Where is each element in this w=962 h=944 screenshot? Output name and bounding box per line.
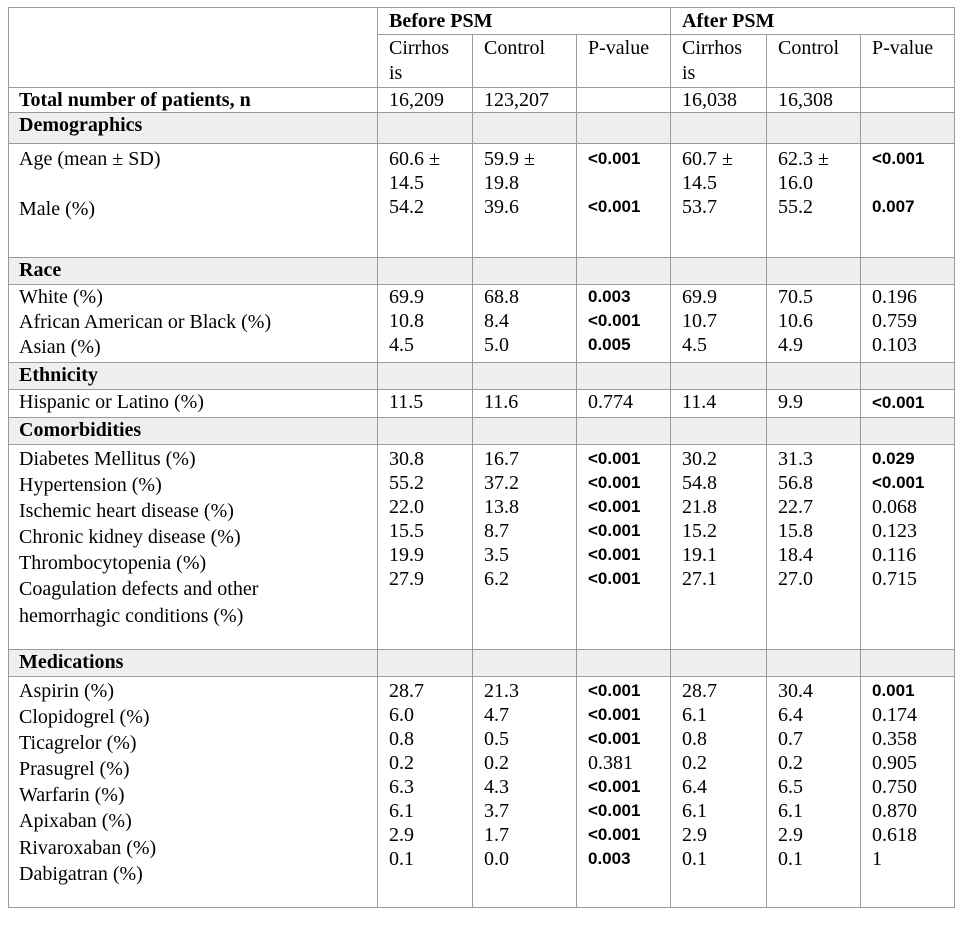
value-cell: 15.2 [682, 520, 717, 542]
section-empty-cell [671, 418, 767, 445]
section-empty-cell [577, 418, 671, 445]
value-cell: 4.7 [484, 704, 509, 726]
pvalue-cell: <0.001 [872, 149, 925, 168]
section-empty-cell [378, 363, 473, 390]
value-cell: 68.8 [484, 286, 519, 308]
row-label: Ticagrelor (%) [19, 732, 137, 754]
pvalue-cell: 0.174 [872, 704, 917, 726]
after-pvalue-values [861, 144, 955, 258]
value-cell: 2.9 [682, 824, 707, 846]
header-line: Cirrhos [389, 37, 449, 59]
before-pvalue-values [577, 144, 671, 258]
row-label: Apixaban (%) [19, 810, 132, 832]
row-label: Thrombocytopenia (%) [19, 552, 207, 574]
value-cell: 53.7 [682, 196, 717, 218]
section-empty-cell [861, 650, 955, 677]
before-cirrhosis-values [378, 445, 473, 650]
value-cell: 28.7 [389, 680, 424, 702]
value-cell: 4.9 [778, 334, 803, 356]
header-row-groups [9, 8, 955, 35]
before-cirrhosis-values [378, 677, 473, 908]
value-cell: 27.0 [778, 568, 813, 590]
value-cell: 19.9 [389, 544, 424, 566]
section-empty-cell [767, 258, 861, 285]
table-cell: 16,038 [671, 88, 767, 113]
after-control-values [767, 445, 861, 650]
value-cell: 5.0 [484, 334, 509, 356]
value-cell: 16.7 [484, 448, 519, 470]
section-title: Medications [9, 650, 378, 677]
table-cell: 16,308 [767, 88, 861, 113]
value-cell: 0.0 [484, 848, 509, 870]
header-before-psm: Before PSM [378, 8, 671, 35]
value-cell: 60.6 ± [389, 148, 440, 170]
pvalue-cell: 0.715 [872, 568, 917, 590]
value-cell: 30.2 [682, 448, 717, 470]
after-control-values [767, 144, 861, 258]
value-cell: 2.9 [778, 824, 803, 846]
value-cell: 0.7 [778, 728, 803, 750]
value-cell: 28.7 [682, 680, 717, 702]
value-cell: 62.3 ± [778, 148, 829, 170]
value-cell: 6.1 [682, 800, 707, 822]
table-cell: 123,207 [473, 88, 577, 113]
value-cell: 21.8 [682, 496, 717, 518]
value-cell: 19.1 [682, 544, 717, 566]
section-row-medications [9, 650, 955, 677]
value-cell: 8.7 [484, 520, 509, 542]
section-empty-cell [577, 113, 671, 144]
value-cell: 4.5 [682, 334, 707, 356]
psm-comparison-table [8, 7, 955, 908]
section-empty-cell [378, 418, 473, 445]
pvalue-cell: 0.005 [588, 335, 631, 354]
before-pvalue-values [577, 285, 671, 363]
pvalue-cell: 0.001 [872, 681, 915, 700]
row-label: Rivaroxaban (%) [19, 837, 157, 859]
value-cell: 11.6 [473, 390, 577, 418]
before-control-values [473, 285, 577, 363]
header-before-cirrhosis [378, 35, 473, 88]
section-empty-cell [378, 650, 473, 677]
value-cell: 15.5 [389, 520, 424, 542]
value-spacer [872, 171, 954, 195]
value-cell: 0.2 [484, 752, 509, 774]
pvalue-cell: 0.618 [872, 824, 917, 846]
pvalue-cell: <0.001 [588, 497, 641, 516]
value-spacer [588, 171, 670, 195]
pvalue-cell: 0.759 [872, 310, 917, 332]
value-cell: 14.5 [682, 172, 717, 194]
section-empty-cell [671, 113, 767, 144]
before-control-values [473, 677, 577, 908]
header-after-cirrhosis [671, 35, 767, 88]
value-cell: 60.7 ± [682, 148, 733, 170]
pvalue-cell: 0.750 [872, 776, 917, 798]
pvalue-cell: <0.001 [588, 149, 641, 168]
ethnicity-data-row [9, 390, 955, 418]
header-after-psm: After PSM [671, 8, 955, 35]
pvalue-cell: 0.381 [588, 752, 633, 774]
psm-table-container [8, 7, 955, 908]
value-cell: 0.2 [778, 752, 803, 774]
value-cell: 6.4 [778, 704, 803, 726]
section-empty-cell [767, 418, 861, 445]
table-cell [861, 88, 955, 113]
row-label: Ischemic heart disease (%) [19, 500, 234, 522]
pvalue-cell: 0.003 [588, 849, 631, 868]
row-label: Hypertension (%) [19, 474, 162, 496]
pvalue-cell: <0.001 [588, 449, 641, 468]
row-label: Asian (%) [19, 336, 101, 358]
section-title: Demographics [9, 113, 378, 144]
after-pvalue-values [861, 445, 955, 650]
value-cell: 54.8 [682, 472, 717, 494]
total-patients-row [9, 88, 955, 113]
header-line: is [389, 62, 403, 84]
value-cell: 69.9 [682, 286, 717, 308]
value-cell: 18.4 [778, 544, 813, 566]
value-cell: 13.8 [484, 496, 519, 518]
value-cell: 6.1 [682, 704, 707, 726]
value-cell: 55.2 [778, 196, 813, 218]
after-control-values [767, 285, 861, 363]
value-cell: 0.8 [682, 728, 707, 750]
section-row-race [9, 258, 955, 285]
row-label: Dabigatran (%) [19, 863, 143, 885]
pvalue-cell: <0.001 [872, 473, 925, 492]
value-cell: 0.8 [389, 728, 414, 750]
pvalue-cell: <0.001 [588, 197, 641, 216]
value-cell: 31.3 [778, 448, 813, 470]
row-labels [9, 445, 378, 650]
value-cell: 14.5 [389, 172, 424, 194]
header-after-pvalue: P-value [861, 35, 955, 88]
value-cell: 6.5 [778, 776, 803, 798]
before-control-values [473, 445, 577, 650]
header-after-control: Control [767, 35, 861, 88]
section-row-demographics [9, 113, 955, 144]
value-cell: 6.4 [682, 776, 707, 798]
value-cell: 22.0 [389, 496, 424, 518]
section-empty-cell [861, 363, 955, 390]
row-label: White (%) [19, 286, 103, 308]
value-cell: 8.4 [484, 310, 509, 332]
row-label: Coagulation defects and other [19, 578, 259, 600]
value-cell: 30.4 [778, 680, 813, 702]
value-cell: 27.9 [389, 568, 424, 590]
pvalue-cell: <0.001 [588, 569, 641, 588]
pvalue-cell: <0.001 [588, 705, 641, 724]
value-cell: 4.5 [389, 334, 414, 356]
pvalue-cell: 0.116 [872, 544, 917, 566]
before-cirrhosis-values [378, 285, 473, 363]
section-empty-cell [767, 363, 861, 390]
pvalue-cell: 0.029 [872, 449, 915, 468]
row-label-spacer [19, 172, 377, 197]
row-label-age: Age (mean ± SD) [19, 148, 161, 170]
pvalue-cell: 0.003 [588, 287, 631, 306]
row-label: Clopidogrel (%) [19, 706, 150, 728]
section-title: Comorbidities [9, 418, 378, 445]
table-cell: 16,209 [378, 88, 473, 113]
before-pvalue-values [577, 677, 671, 908]
comorbidities-data-row [9, 445, 955, 650]
value-cell: 0.1 [778, 848, 803, 870]
section-empty-cell [767, 113, 861, 144]
pvalue-cell: <0.001 [588, 681, 641, 700]
pvalue-cell: 0.103 [872, 334, 917, 356]
demographics-data-row [9, 144, 955, 258]
pvalue-cell: <0.001 [588, 729, 641, 748]
value-cell: 0.1 [389, 848, 414, 870]
header-line: is [682, 62, 696, 84]
section-empty-cell [473, 418, 577, 445]
header-before-pvalue: P-value [577, 35, 671, 88]
value-cell: 21.3 [484, 680, 519, 702]
value-cell: 9.9 [767, 390, 861, 418]
value-cell: 0.2 [389, 752, 414, 774]
header-blank-cell [9, 8, 378, 88]
row-label: Hispanic or Latino (%) [9, 390, 378, 418]
after-cirrhosis-values [671, 285, 767, 363]
value-cell: 30.8 [389, 448, 424, 470]
section-empty-cell [378, 258, 473, 285]
value-cell: 6.2 [484, 568, 509, 590]
pvalue-cell: <0.001 [588, 473, 641, 492]
value-cell: 37.2 [484, 472, 519, 494]
row-labels [9, 144, 378, 258]
value-cell: 3.7 [484, 800, 509, 822]
section-empty-cell [473, 363, 577, 390]
value-cell: 70.5 [778, 286, 813, 308]
pvalue-cell: 0.123 [872, 520, 917, 542]
value-cell: 0.2 [682, 752, 707, 774]
after-control-values [767, 677, 861, 908]
row-label-male: Male (%) [19, 198, 96, 220]
value-cell: 11.4 [671, 390, 767, 418]
pvalue-cell: <0.001 [588, 311, 641, 330]
section-title: Race [9, 258, 378, 285]
before-pvalue-values [577, 445, 671, 650]
row-labels [9, 677, 378, 908]
value-cell: 0.1 [682, 848, 707, 870]
value-cell: 0.5 [484, 728, 509, 750]
pvalue-cell: 0.007 [872, 197, 915, 216]
pvalue-cell: <0.001 [588, 521, 641, 540]
pvalue-cell: 0.905 [872, 752, 917, 774]
value-cell: 4.3 [484, 776, 509, 798]
section-title: Ethnicity [9, 363, 378, 390]
section-empty-cell [767, 650, 861, 677]
pvalue-cell: <0.001 [588, 545, 641, 564]
section-empty-cell [861, 258, 955, 285]
value-cell: 6.3 [389, 776, 414, 798]
row-label: hemorrhagic conditions (%) [19, 605, 244, 627]
before-cirrhosis-values [378, 144, 473, 258]
medications-data-row [9, 677, 955, 908]
pvalue-cell: 1 [872, 848, 882, 870]
race-data-row [9, 285, 955, 363]
pvalue-cell: 0.196 [872, 286, 917, 308]
value-cell: 1.7 [484, 824, 509, 846]
section-row-ethnicity [9, 363, 955, 390]
section-empty-cell [378, 113, 473, 144]
row-label: African American or Black (%) [19, 311, 272, 333]
row-label: Prasugrel (%) [19, 758, 130, 780]
section-empty-cell [473, 113, 577, 144]
value-cell: 19.8 [484, 172, 519, 194]
row-label: Aspirin (%) [19, 680, 114, 702]
value-cell: 16.0 [778, 172, 813, 194]
section-empty-cell [671, 258, 767, 285]
pvalue-cell: <0.001 [588, 777, 641, 796]
header-line: Cirrhos [682, 37, 742, 59]
value-cell: 6.1 [778, 800, 803, 822]
value-cell: 39.6 [484, 196, 519, 218]
pvalue-cell: 0.870 [872, 800, 917, 822]
pvalue-cell: 0.774 [577, 390, 671, 418]
section-empty-cell [577, 258, 671, 285]
value-cell: 69.9 [389, 286, 424, 308]
section-empty-cell [577, 363, 671, 390]
row-labels [9, 285, 378, 363]
value-cell: 10.6 [778, 310, 813, 332]
value-cell: 54.2 [389, 196, 424, 218]
value-cell: 6.1 [389, 800, 414, 822]
section-empty-cell [861, 418, 955, 445]
pvalue-cell: <0.001 [861, 390, 955, 418]
before-control-values [473, 144, 577, 258]
row-label: Warfarin (%) [19, 784, 125, 806]
pvalue-cell: 0.358 [872, 728, 917, 750]
value-cell: 11.5 [378, 390, 473, 418]
section-empty-cell [671, 363, 767, 390]
value-cell: 3.5 [484, 544, 509, 566]
value-cell: 2.9 [389, 824, 414, 846]
header-before-control: Control [473, 35, 577, 88]
section-empty-cell [671, 650, 767, 677]
value-cell: 10.8 [389, 310, 424, 332]
section-empty-cell [473, 650, 577, 677]
value-cell: 10.7 [682, 310, 717, 332]
after-cirrhosis-values [671, 144, 767, 258]
pvalue-cell: <0.001 [588, 801, 641, 820]
value-cell: 56.8 [778, 472, 813, 494]
pvalue-cell: <0.001 [588, 825, 641, 844]
value-cell: 59.9 ± [484, 148, 535, 170]
value-cell: 15.8 [778, 520, 813, 542]
value-cell: 55.2 [389, 472, 424, 494]
row-label: Diabetes Mellitus (%) [19, 448, 196, 470]
value-cell: 6.0 [389, 704, 414, 726]
after-cirrhosis-values [671, 677, 767, 908]
value-cell: 22.7 [778, 496, 813, 518]
section-empty-cell [861, 113, 955, 144]
after-cirrhosis-values [671, 445, 767, 650]
section-empty-cell [577, 650, 671, 677]
after-pvalue-values [861, 285, 955, 363]
section-empty-cell [473, 258, 577, 285]
after-pvalue-values [861, 677, 955, 908]
section-row-comorbidities [9, 418, 955, 445]
value-cell: 27.1 [682, 568, 717, 590]
total-patients-label: Total number of patients, n [9, 88, 378, 113]
table-cell [577, 88, 671, 113]
row-label: Chronic kidney disease (%) [19, 526, 241, 548]
pvalue-cell: 0.068 [872, 496, 917, 518]
